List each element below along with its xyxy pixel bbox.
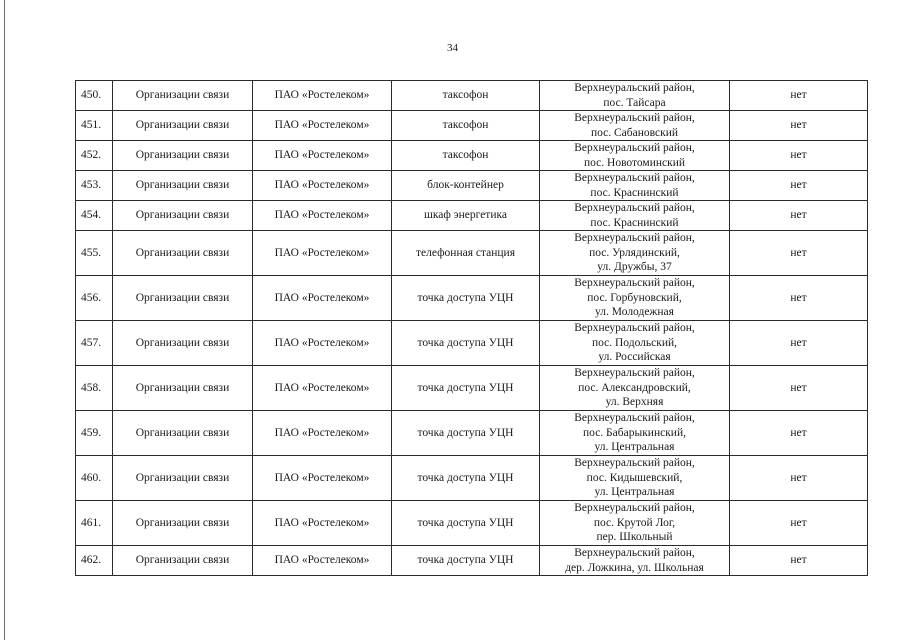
address-cell: [540, 501, 730, 546]
row-number-cell: 455.: [76, 231, 113, 276]
registry-table: [75, 80, 868, 576]
address-line: пос. Крутой Лог,: [593, 516, 676, 529]
status-cell: нет: [730, 111, 868, 141]
owner-cell: ПАО «Ростелеком»: [253, 171, 392, 201]
address-line: ул. Центральная: [594, 486, 675, 499]
address-line: пос. Новотоминский: [583, 156, 686, 169]
owner-cell: ПАО «Ростелеком»: [253, 546, 392, 576]
status-cell: нет: [730, 276, 868, 321]
row-number-cell: 453.: [76, 171, 113, 201]
address-cell: [540, 321, 730, 366]
address-line: Верхнеуральский район,: [574, 367, 695, 380]
page-number: 34: [447, 42, 458, 54]
object-type-cell: шкаф энергетика: [392, 201, 540, 231]
object-type-cell: телефонная станция: [392, 231, 540, 276]
address-line: пос. Урлядинский,: [589, 246, 680, 259]
object-type-cell: таксофон: [392, 141, 540, 171]
address-cell: [540, 141, 730, 171]
object-type-cell: блок-контейнер: [392, 171, 540, 201]
address-line: ул. Центральная: [594, 441, 675, 454]
address-line: Верхнеуральский район,: [574, 412, 695, 425]
owner-cell: ПАО «Ростелеком»: [253, 276, 392, 321]
owner-cell: ПАО «Ростелеком»: [253, 501, 392, 546]
address-line: пос. Александровский,: [578, 381, 691, 394]
owner-cell: ПАО «Ростелеком»: [253, 201, 392, 231]
address-line: ул. Российская: [598, 351, 671, 364]
row-number-cell: 456.: [76, 276, 113, 321]
table-row: [76, 81, 868, 111]
category-cell: Организации связи: [113, 501, 253, 546]
address-cell: [540, 366, 730, 411]
address-line: Верхнеуральский район,: [574, 202, 695, 214]
address-line: Верхнеуральский район,: [574, 232, 695, 245]
category-cell: Организации связи: [113, 546, 253, 576]
address-line: пос. Краснинский: [590, 216, 679, 229]
category-cell: Организации связи: [113, 201, 253, 231]
owner-cell: ПАО «Ростелеком»: [253, 321, 392, 366]
object-type-cell: точка доступа УЦН: [392, 546, 540, 576]
category-cell: Организации связи: [113, 321, 253, 366]
category-cell: Организации связи: [113, 411, 253, 456]
row-number-cell: 451.: [76, 111, 113, 141]
status-cell: нет: [730, 141, 868, 171]
owner-cell: ПАО «Ростелеком»: [253, 366, 392, 411]
row-number-cell: 450.: [76, 81, 113, 111]
row-number-cell: 454.: [76, 201, 113, 231]
owner-cell: ПАО «Ростелеком»: [253, 141, 392, 171]
page-left-edge-line: [4, 0, 5, 640]
address-cell: [540, 231, 730, 276]
object-type-cell: таксофон: [392, 81, 540, 111]
category-cell: Организации связи: [113, 81, 253, 111]
category-cell: Организации связи: [113, 276, 253, 321]
object-type-cell: точка доступа УЦН: [392, 456, 540, 501]
category-cell: Организации связи: [113, 456, 253, 501]
address-cell: [540, 81, 730, 111]
category-cell: Организации связи: [113, 171, 253, 201]
row-number-cell: 459.: [76, 411, 113, 456]
address-cell: [540, 276, 730, 321]
address-cell: [540, 111, 730, 141]
status-cell: нет: [730, 201, 868, 231]
category-cell: Организации связи: [113, 141, 253, 171]
address-cell: [540, 171, 730, 201]
table-row: [76, 546, 868, 576]
status-cell: нет: [730, 231, 868, 276]
status-cell: нет: [730, 171, 868, 201]
address-line: пос. Сабановский: [590, 126, 679, 139]
address-line: пос. Горбуновский,: [587, 291, 682, 304]
category-cell: Организации связи: [113, 231, 253, 276]
table-row: [76, 201, 868, 231]
address-line: пос. Кидышевский,: [586, 471, 683, 484]
address-line: ул. Дружбы, 37: [597, 261, 672, 274]
address-line: Верхнеуральский район,: [574, 457, 695, 470]
address-line: Верхнеуральский район,: [574, 82, 695, 94]
table-row: [76, 456, 868, 501]
address-line: Верхнеуральский район,: [574, 502, 695, 515]
object-type-cell: таксофон: [392, 111, 540, 141]
status-cell: нет: [730, 366, 868, 411]
object-type-cell: точка доступа УЦН: [392, 321, 540, 366]
table-row: [76, 366, 868, 411]
address-line: пос. Краснинский: [590, 186, 679, 199]
registry-table-body: [76, 81, 868, 576]
owner-cell: ПАО «Ростелеком»: [253, 231, 392, 276]
owner-cell: ПАО «Ростелеком»: [253, 411, 392, 456]
address-line: пер. Школьный: [596, 531, 673, 544]
address-line: пос. Тайсара: [603, 96, 666, 109]
row-number-cell: 458.: [76, 366, 113, 411]
address-line: Верхнеуральский район,: [574, 172, 695, 184]
address-line: Верхнеуральский район,: [574, 112, 695, 124]
table-row: [76, 231, 868, 276]
address-line: Верхнеуральский район,: [574, 277, 695, 290]
owner-cell: ПАО «Ростелеком»: [253, 81, 392, 111]
table-row: [76, 141, 868, 171]
address-cell: [540, 201, 730, 231]
row-number-cell: 460.: [76, 456, 113, 501]
owner-cell: ПАО «Ростелеком»: [253, 111, 392, 141]
address-line: дер. Ложкина, ул. Школьная: [565, 561, 704, 574]
table-row: [76, 321, 868, 366]
address-line: пос. Бабарыкинский,: [583, 426, 686, 439]
row-number-cell: 461.: [76, 501, 113, 546]
owner-cell: ПАО «Ростелеком»: [253, 456, 392, 501]
address-cell: [540, 456, 730, 501]
object-type-cell: точка доступа УЦН: [392, 501, 540, 546]
address-line: ул. Верхняя: [605, 396, 664, 409]
status-cell: нет: [730, 321, 868, 366]
status-cell: нет: [730, 546, 868, 576]
address-line: Верхнеуральский район,: [574, 322, 695, 335]
table-row: [76, 171, 868, 201]
address-line: пос. Подольский,: [591, 336, 678, 349]
address-line: Верхнеуральский район,: [574, 547, 695, 559]
status-cell: нет: [730, 411, 868, 456]
address-cell: [540, 546, 730, 576]
address-line: ул. Молодежная: [595, 306, 674, 319]
object-type-cell: точка доступа УЦН: [392, 276, 540, 321]
row-number-cell: 462.: [76, 546, 113, 576]
row-number-cell: 457.: [76, 321, 113, 366]
table-row: [76, 501, 868, 546]
object-type-cell: точка доступа УЦН: [392, 366, 540, 411]
address-cell: [540, 411, 730, 456]
status-cell: нет: [730, 81, 868, 111]
object-type-cell: точка доступа УЦН: [392, 411, 540, 456]
status-cell: нет: [730, 501, 868, 546]
table-row: [76, 111, 868, 141]
table-row: [76, 276, 868, 321]
table-row: [76, 411, 868, 456]
address-line: Верхнеуральский район,: [574, 142, 695, 154]
category-cell: Организации связи: [113, 111, 253, 141]
category-cell: Организации связи: [113, 366, 253, 411]
row-number-cell: 452.: [76, 141, 113, 171]
status-cell: нет: [730, 456, 868, 501]
